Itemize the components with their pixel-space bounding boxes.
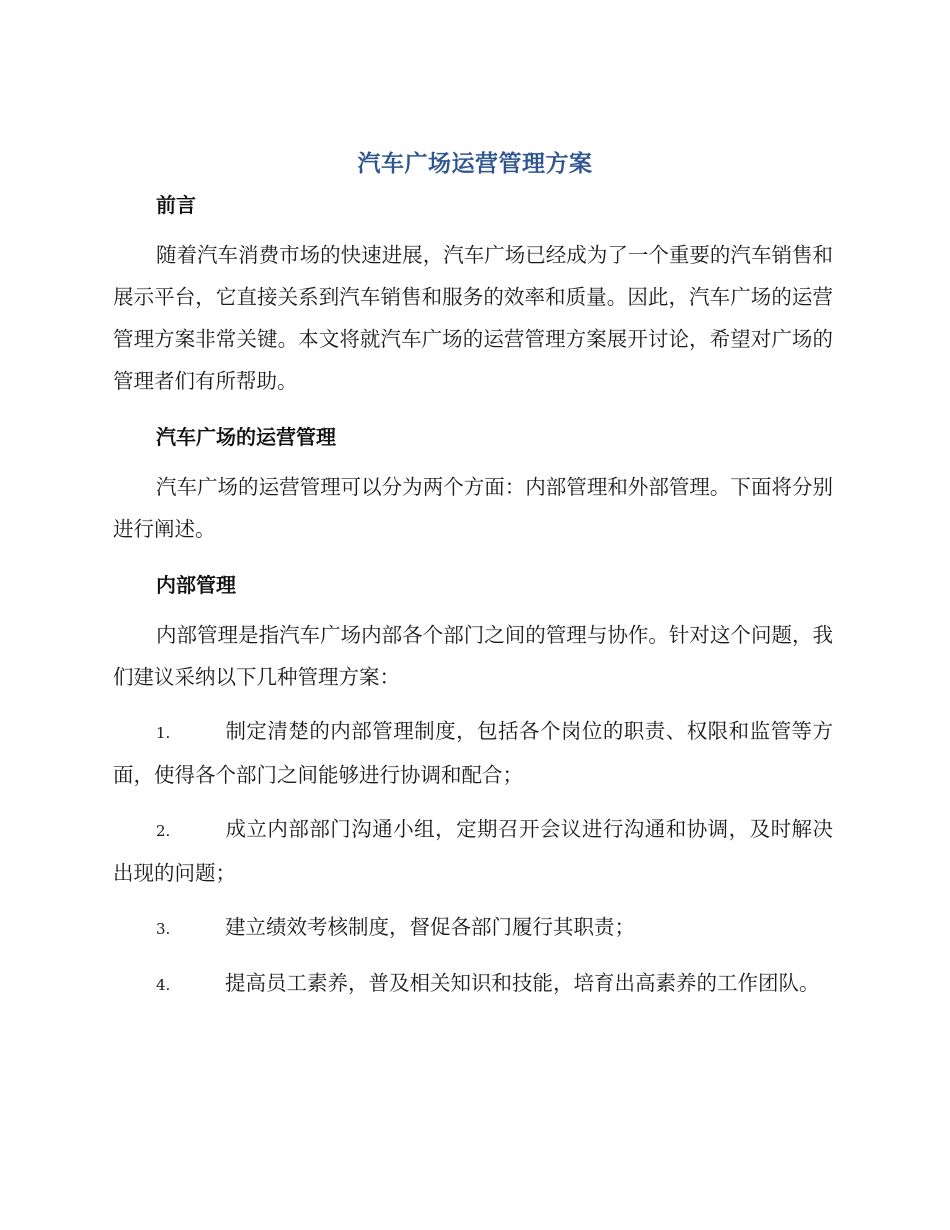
section-heading-internal: 内部管理 <box>156 573 236 597</box>
list-item-text: 提高员工素养，普及相关知识和技能，培育出高素养的工作团队。 <box>225 971 820 995</box>
list-item-text: 建立绩效考核制度，督促各部门履行其职责； <box>225 915 635 939</box>
list-number: 2. <box>156 822 171 840</box>
list-number: 4. <box>156 976 171 994</box>
list-item <box>113 808 833 894</box>
paragraph-internal: 内部管理是指汽车广场内部各个部门之间的管理与协作。针对这个问题，我们建议采纳以下几种管理方案： <box>113 623 833 689</box>
document-body <box>113 188 833 1006</box>
list-item <box>113 906 833 950</box>
section-heading-operations: 汽车广场的运营管理 <box>156 425 336 449</box>
paragraph-preface: 随着汽车消费市场的快速进展，汽车广场已经成为了一个重要的汽车销售和展示平台，它直接关系到汽车销售和服务的效率和质量。因此，汽车广场的运营管理方案非常关键。本文将就汽车广场的运营管理方案展开讨论，希望对广场的管理者们有所帮助。 <box>113 243 833 393</box>
list-item-text: 制定清楚的内部管理制度，包括各个岗位的职责、权限和监管等方面，使得各个部门之间能够进行协调和配合； <box>113 719 833 787</box>
paragraph-operations: 汽车广场的运营管理可以分为两个方面：内部管理和外部管理。下面将分别进行阐述。 <box>113 475 833 541</box>
list-item <box>113 962 833 1006</box>
list-item <box>113 710 833 796</box>
document-title: 汽车广场运营管理方案 <box>357 151 593 177</box>
list-number: 1. <box>156 724 171 742</box>
list-item-text: 成立内部部门沟通小组，定期召开会议进行沟通和协调，及时解决出现的问题； <box>113 817 833 885</box>
section-heading-preface: 前言 <box>156 193 196 217</box>
list-number: 3. <box>156 920 171 938</box>
